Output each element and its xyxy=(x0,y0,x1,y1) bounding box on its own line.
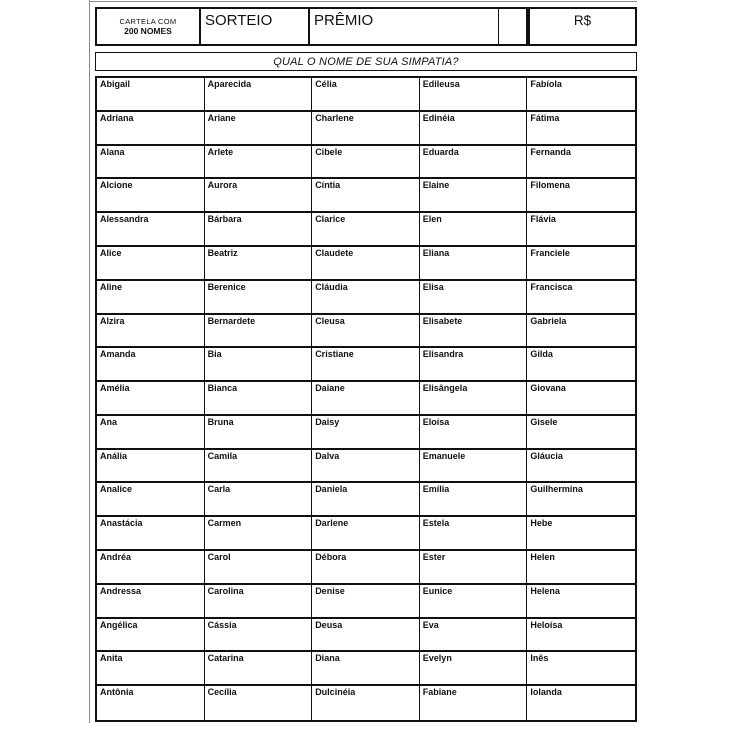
name-cell: Andréa xyxy=(97,551,205,585)
name-cell: Emanuele xyxy=(420,450,528,484)
name-cell: Adriana xyxy=(97,112,205,146)
name-cell: Ester xyxy=(420,551,528,585)
name-cell: Clarice xyxy=(312,213,420,247)
name-cell: Giovana xyxy=(527,382,635,416)
name-cell: Filomena xyxy=(527,179,635,213)
name-cell: Bruna xyxy=(205,416,313,450)
name-cell: Alana xyxy=(97,146,205,180)
name-cell: Arlete xyxy=(205,146,313,180)
name-cell: Alice xyxy=(97,247,205,281)
header-row xyxy=(95,7,637,46)
name-cell: Débora xyxy=(312,551,420,585)
name-cell: Fátima xyxy=(527,112,635,146)
name-cell: Antônia xyxy=(97,686,205,720)
name-cell: Bia xyxy=(205,348,313,382)
name-cell: Anita xyxy=(97,652,205,686)
currency-label: R$ xyxy=(573,13,592,28)
name-cell: Diana xyxy=(312,652,420,686)
name-cell: Elisângela xyxy=(420,382,528,416)
name-cell: Aurora xyxy=(205,179,313,213)
name-cell: Analice xyxy=(97,483,205,517)
name-cell: Estela xyxy=(420,517,528,551)
name-cell: Dulcinéia xyxy=(312,686,420,720)
name-cell: Iolanda xyxy=(530,687,562,698)
name-cell: Alessandra xyxy=(97,213,205,247)
name-cell: Camila xyxy=(205,450,313,484)
name-cell: Eliana xyxy=(420,247,528,281)
name-cell: Fernanda xyxy=(527,146,635,180)
name-cell: Angélica xyxy=(97,619,205,653)
name-cell: Gabriela xyxy=(527,315,635,349)
name-cell: Elisa xyxy=(420,281,528,315)
name-cell: Amanda xyxy=(97,348,205,382)
name-cell: Daisy xyxy=(312,416,420,450)
cartela-label-line1: CARTELA COM xyxy=(119,16,177,26)
name-cell: Dalva xyxy=(312,450,420,484)
name-cell: Elaine xyxy=(420,179,528,213)
name-cell: Elisandra xyxy=(420,348,528,382)
name-cell: Elen xyxy=(420,213,528,247)
name-cell: Helena xyxy=(527,585,635,619)
cartela-cell xyxy=(97,9,201,44)
name-cell: Elisabete xyxy=(420,315,528,349)
question-banner xyxy=(95,52,637,71)
name-cell: Guilhermina xyxy=(527,483,635,517)
header-spacer-cell xyxy=(498,9,526,44)
header-box xyxy=(95,7,528,46)
name-cell: Cássia xyxy=(205,619,313,653)
name-cell: Bernardete xyxy=(205,315,313,349)
premio-label: PRÊMIO xyxy=(314,12,374,29)
name-cell: Carmen xyxy=(205,517,313,551)
name-cell: Cláudia xyxy=(312,281,420,315)
premio-cell xyxy=(310,9,498,44)
name-cell: Alcione xyxy=(97,179,205,213)
name-cell: Eva xyxy=(420,619,528,653)
names-table xyxy=(95,76,637,722)
name-cell: Charlene xyxy=(312,112,420,146)
cartela-label-line2: 200 NOMES xyxy=(124,25,172,36)
name-cell: Gilda xyxy=(527,348,635,382)
name-cell: Edileusa xyxy=(420,78,528,112)
name-cell: Francisca xyxy=(527,281,635,315)
name-cell: Aparecida xyxy=(205,78,313,112)
name-cell: Cibele xyxy=(312,146,420,180)
name-cell: Eloísa xyxy=(420,416,528,450)
currency-cell xyxy=(528,7,637,46)
name-cell: Alzira xyxy=(97,315,205,349)
name-cell: Eunice xyxy=(420,585,528,619)
name-cell: Bárbara xyxy=(205,213,313,247)
name-cell: Ariane xyxy=(205,112,313,146)
name-cell: Heloísa xyxy=(527,619,635,653)
name-cell: Aline xyxy=(97,281,205,315)
name-cell: Andressa xyxy=(97,585,205,619)
name-cell: Catarina xyxy=(205,652,313,686)
name-cell: Bianca xyxy=(205,382,313,416)
name-cell: Berenice xyxy=(205,281,313,315)
name-cell: Cristiane xyxy=(312,348,420,382)
name-cell: Abigail xyxy=(97,78,205,112)
name-cell: Célia xyxy=(312,78,420,112)
name-cell: Evelyn xyxy=(420,652,528,686)
name-cell: Denise xyxy=(312,585,420,619)
name-cell: Cleusa xyxy=(312,315,420,349)
sheet-top-rule xyxy=(90,1,637,2)
name-cell: Inês xyxy=(527,652,635,686)
name-cell: Ana xyxy=(97,416,205,450)
name-cell: Helen xyxy=(527,551,635,585)
name-cell: Flávia xyxy=(527,213,635,247)
name-cell: Darlene xyxy=(312,517,420,551)
name-cell: Deusa xyxy=(312,619,420,653)
name-cell: Anália xyxy=(97,450,205,484)
name-cell: Claudete xyxy=(312,247,420,281)
name-cell: Emília xyxy=(420,483,528,517)
name-cell: Franciele xyxy=(527,247,635,281)
name-cell: Fabiane xyxy=(420,686,528,720)
question-text: QUAL O NOME DE SUA SIMPATIA? xyxy=(273,55,459,68)
name-cell: Fabíola xyxy=(527,78,635,112)
name-cell: Beatriz xyxy=(205,247,313,281)
name-cell: Gisele xyxy=(527,416,635,450)
name-cell: Anastácia xyxy=(97,517,205,551)
name-cell: Carol xyxy=(205,551,313,585)
sorteio-label: SORTEIO xyxy=(205,12,273,29)
name-cell: Gláucia xyxy=(527,450,635,484)
name-cell: Carolina xyxy=(205,585,313,619)
sorteio-cell xyxy=(201,9,310,44)
name-cell: Cíntia xyxy=(312,179,420,213)
name-cell: Amélia xyxy=(97,382,205,416)
sheet-content xyxy=(95,7,637,722)
name-cell: Daiane xyxy=(312,382,420,416)
name-cell: Daniela xyxy=(312,483,420,517)
name-cell: Edinéia xyxy=(420,112,528,146)
name-cell: Cecília xyxy=(205,686,313,720)
name-cell: Carla xyxy=(205,483,313,517)
name-cell: Eduarda xyxy=(420,146,528,180)
sheet-left-rule xyxy=(89,0,90,723)
name-cell: Hebe xyxy=(527,517,635,551)
